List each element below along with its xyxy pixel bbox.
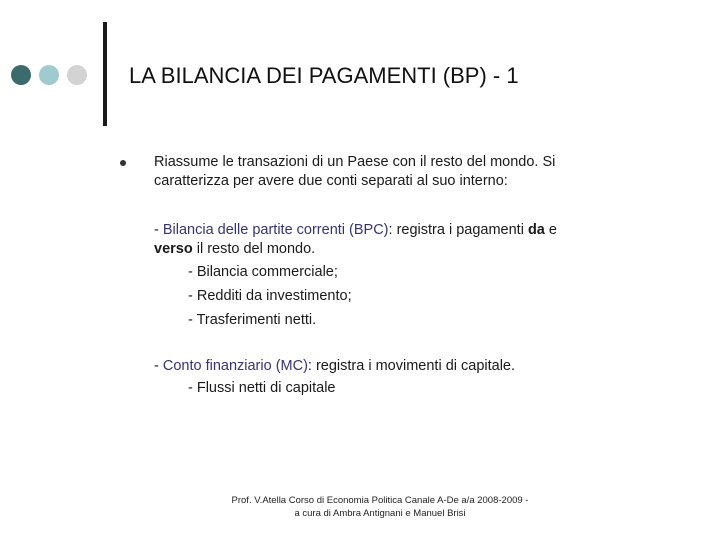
bpc-item: - Redditi da investimento; [188,288,352,304]
bpc-item: - Bilancia commerciale; [188,264,338,280]
bpc-item: - Trasferimenti netti. [188,312,317,328]
bpc-bold-da: da [527,222,545,238]
slide-title: LA BILANCIA DEI PAGAMENTI (BP) - 1 [129,63,519,88]
mc-desc: : registra i movimenti di capitale. [307,358,516,374]
bpc-desc-c: il resto del mondo. [192,241,316,257]
bpc-desc-b: e [544,222,557,238]
mc-line [154,357,515,376]
footer-line1: Prof. V.Atella Corso di Economia Politica Canale A-De a/a 2008-2009 - [231,495,529,506]
bpc-desc-a: : registra i pagamenti [388,222,528,238]
bpc-term: Bilancia delle partite correnti (BPC) [162,222,389,238]
accent-dot-dark [11,65,31,85]
accent-dot-light [39,65,59,85]
mc-term: Conto finanziario (MC) [162,358,308,374]
bpc-line [154,221,557,240]
footer-line2: a cura di Ambra Antignani e Manuel Brisi [294,508,466,519]
mc-item: - Flussi netti di capitale [188,380,336,396]
footer [210,494,550,520]
bpc-bold-verso: verso [154,241,193,257]
title-divider [103,22,107,126]
bpc-line2 [154,240,315,259]
mc-prefix: - [154,358,163,374]
accent-dot-gray [67,65,87,85]
bullet-icon [120,160,126,166]
bullet-text-line1: Riassume le transazioni di un Paese con il resto del mondo. Si [154,154,556,170]
bullet-text-line2: caratterizza per avere due conti separati al suo interno: [154,173,508,189]
bpc-prefix: - [154,222,163,238]
